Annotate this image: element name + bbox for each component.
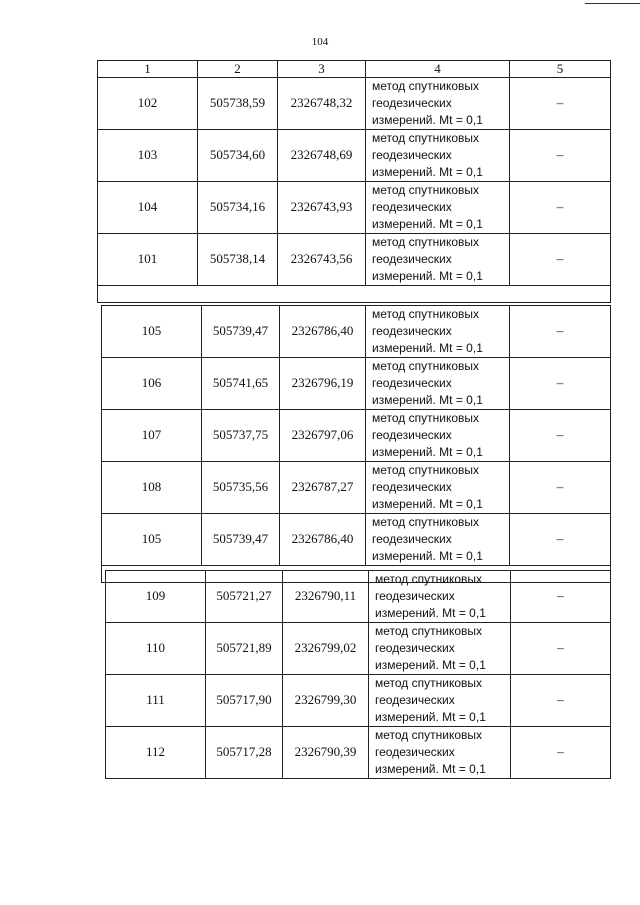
- point-cell: 101: [98, 234, 198, 286]
- point-cell: 107: [102, 410, 202, 462]
- note-cell: –: [510, 462, 611, 514]
- table-row: [106, 727, 611, 779]
- table-row: [102, 514, 611, 566]
- note-cell: –: [511, 727, 611, 779]
- method-line: метод спутниковых: [375, 624, 483, 638]
- method-line: геодезических: [375, 589, 455, 603]
- point-cell: 102: [98, 78, 198, 130]
- coordinates-table-2: [101, 305, 611, 583]
- method-line: измерений. Mt = 0,1: [372, 113, 483, 127]
- point-cell: 110: [106, 623, 206, 675]
- method-line: геодезических: [372, 324, 452, 338]
- method-line: измерений. Mt = 0,1: [375, 710, 486, 724]
- method-line: метод спутниковых: [375, 676, 483, 690]
- note-cell: –: [510, 358, 611, 410]
- point-cell: 111: [106, 675, 206, 727]
- y-coordinate-cell: 2326786,40: [280, 306, 366, 358]
- method-line: метод спутниковых: [375, 572, 483, 586]
- method-cell: [369, 571, 511, 623]
- table-header-row: [98, 61, 611, 78]
- method-line: метод спутниковых: [372, 131, 480, 145]
- y-coordinate-cell: 2326748,69: [278, 130, 366, 182]
- table-row: [102, 358, 611, 410]
- method-cell: [366, 130, 510, 182]
- method-line: геодезических: [372, 480, 452, 494]
- x-coordinate-cell: 505738,59: [198, 78, 278, 130]
- y-coordinate-cell: 2326797,06: [280, 410, 366, 462]
- column-header: 1: [98, 61, 198, 78]
- separator-row: [98, 286, 611, 303]
- y-coordinate-cell: 2326748,32: [278, 78, 366, 130]
- page-number: 104: [311, 36, 329, 48]
- table-row: [106, 571, 611, 623]
- point-cell: 105: [102, 514, 202, 566]
- method-line: геодезических: [375, 693, 455, 707]
- table-row: [106, 675, 611, 727]
- method-line: метод спутниковых: [372, 183, 480, 197]
- column-header: 2: [198, 61, 278, 78]
- note-cell: –: [511, 623, 611, 675]
- column-header: 3: [278, 61, 366, 78]
- y-coordinate-cell: 2326790,39: [283, 727, 369, 779]
- point-cell: 109: [106, 571, 206, 623]
- point-cell: 106: [102, 358, 202, 410]
- point-cell: 103: [98, 130, 198, 182]
- coordinates-table-3: [105, 570, 611, 779]
- method-cell: [366, 234, 510, 286]
- x-coordinate-cell: 505741,65: [202, 358, 280, 410]
- method-line: измерений. Mt = 0,1: [372, 165, 483, 179]
- note-cell: –: [510, 182, 611, 234]
- table-row: [98, 234, 611, 286]
- method-line: измерений. Mt = 0,1: [375, 762, 486, 776]
- coordinates-table-1: [97, 60, 611, 303]
- method-line: измерений. Mt = 0,1: [372, 341, 483, 355]
- method-line: метод спутниковых: [375, 728, 483, 742]
- method-line: геодезических: [372, 148, 452, 162]
- method-line: метод спутниковых: [372, 235, 480, 249]
- method-line: метод спутниковых: [372, 307, 480, 321]
- x-coordinate-cell: 505735,56: [202, 462, 280, 514]
- y-coordinate-cell: 2326799,30: [283, 675, 369, 727]
- x-coordinate-cell: 505734,60: [198, 130, 278, 182]
- x-coordinate-cell: 505721,89: [206, 623, 283, 675]
- method-line: геодезических: [372, 532, 452, 546]
- method-cell: [366, 78, 510, 130]
- x-coordinate-cell: 505739,47: [202, 514, 280, 566]
- y-coordinate-cell: 2326787,27: [280, 462, 366, 514]
- method-line: геодезических: [372, 96, 452, 110]
- method-line: метод спутниковых: [372, 79, 480, 93]
- table-row: [98, 182, 611, 234]
- method-line: метод спутниковых: [372, 359, 480, 373]
- table-row: [102, 410, 611, 462]
- table-row: [102, 462, 611, 514]
- method-line: измерений. Mt = 0,1: [375, 658, 486, 672]
- x-coordinate-cell: 505738,14: [198, 234, 278, 286]
- y-coordinate-cell: 2326786,40: [280, 514, 366, 566]
- table-row: [98, 78, 611, 130]
- method-cell: [366, 358, 510, 410]
- note-cell: –: [510, 514, 611, 566]
- method-line: измерений. Mt = 0,1: [372, 269, 483, 283]
- method-line: измерений. Mt = 0,1: [372, 549, 483, 563]
- x-coordinate-cell: 505739,47: [202, 306, 280, 358]
- method-cell: [366, 182, 510, 234]
- x-coordinate-cell: 505717,28: [206, 727, 283, 779]
- note-cell: –: [510, 410, 611, 462]
- method-cell: [369, 675, 511, 727]
- note-cell: –: [510, 306, 611, 358]
- method-cell: [369, 623, 511, 675]
- point-cell: 105: [102, 306, 202, 358]
- method-line: геодезических: [372, 376, 452, 390]
- column-header: 5: [510, 61, 611, 78]
- y-coordinate-cell: 2326743,93: [278, 182, 366, 234]
- method-line: измерений. Mt = 0,1: [375, 606, 486, 620]
- point-cell: 112: [106, 727, 206, 779]
- method-line: измерений. Mt = 0,1: [372, 445, 483, 459]
- point-cell: 108: [102, 462, 202, 514]
- note-cell: –: [511, 675, 611, 727]
- point-cell: 104: [98, 182, 198, 234]
- method-line: геодезических: [372, 252, 452, 266]
- column-header: 4: [366, 61, 510, 78]
- method-line: метод спутниковых: [372, 411, 480, 425]
- x-coordinate-cell: 505737,75: [202, 410, 280, 462]
- method-line: метод спутниковых: [372, 463, 480, 477]
- corner-rule: [585, 3, 640, 4]
- x-coordinate-cell: 505734,16: [198, 182, 278, 234]
- method-line: метод спутниковых: [372, 515, 480, 529]
- method-line: измерений. Mt = 0,1: [372, 497, 483, 511]
- note-cell: –: [510, 130, 611, 182]
- method-line: геодезических: [372, 428, 452, 442]
- method-cell: [366, 410, 510, 462]
- note-cell: –: [510, 234, 611, 286]
- method-cell: [366, 514, 510, 566]
- method-line: геодезических: [375, 745, 455, 759]
- method-line: геодезических: [372, 200, 452, 214]
- method-cell: [366, 306, 510, 358]
- x-coordinate-cell: 505717,90: [206, 675, 283, 727]
- y-coordinate-cell: 2326790,11: [283, 571, 369, 623]
- table-row: [106, 623, 611, 675]
- y-coordinate-cell: 2326743,56: [278, 234, 366, 286]
- method-line: измерений. Mt = 0,1: [372, 217, 483, 231]
- y-coordinate-cell: 2326799,02: [283, 623, 369, 675]
- table-row: [98, 130, 611, 182]
- method-cell: [366, 462, 510, 514]
- x-coordinate-cell: 505721,27: [206, 571, 283, 623]
- y-coordinate-cell: 2326796,19: [280, 358, 366, 410]
- method-line: измерений. Mt = 0,1: [372, 393, 483, 407]
- method-cell: [369, 727, 511, 779]
- note-cell: –: [511, 571, 611, 623]
- table-row: [102, 306, 611, 358]
- method-line: геодезических: [375, 641, 455, 655]
- note-cell: –: [510, 78, 611, 130]
